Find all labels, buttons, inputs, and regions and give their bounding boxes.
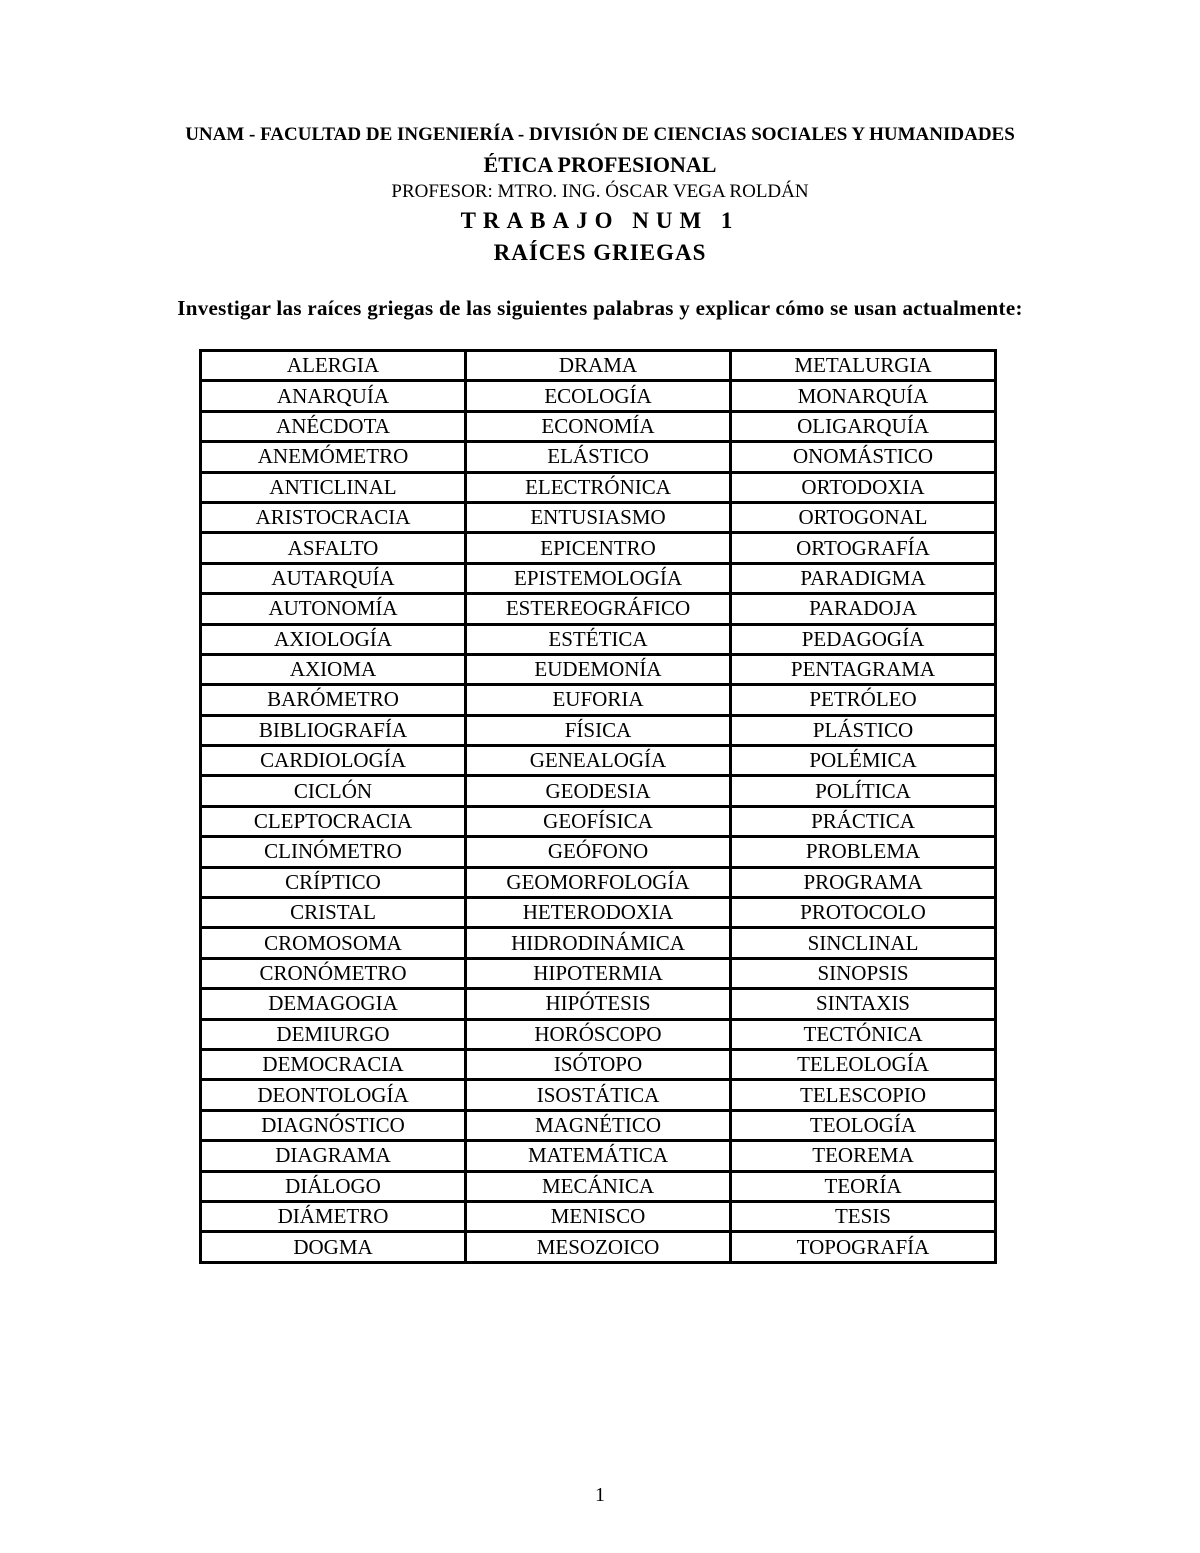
table-cell: HETERODOXIA	[466, 898, 731, 928]
table-cell: OLIGARQUÍA	[731, 411, 996, 441]
table-cell: ELECTRÓNICA	[466, 472, 731, 502]
table-cell: ONOMÁSTICO	[731, 442, 996, 472]
table-row	[201, 411, 996, 441]
table-row	[201, 715, 996, 745]
table-cell: BIBLIOGRAFÍA	[201, 715, 466, 745]
table-cell: ENTUSIASMO	[466, 502, 731, 532]
word-table-body	[201, 351, 996, 1263]
table-cell: ORTOGONAL	[731, 502, 996, 532]
table-row	[201, 563, 996, 593]
table-cell: EPICENTRO	[466, 533, 731, 563]
table-cell: DEONTOLOGÍA	[201, 1080, 466, 1110]
table-row	[201, 867, 996, 897]
table-row	[201, 989, 996, 1019]
table-cell: ELÁSTICO	[466, 442, 731, 472]
table-cell: ORTODOXIA	[731, 472, 996, 502]
table-row	[201, 1201, 996, 1231]
table-row	[201, 472, 996, 502]
table-cell: PROTOCOLO	[731, 898, 996, 928]
table-cell: EPISTEMOLOGÍA	[466, 563, 731, 593]
table-row	[201, 776, 996, 806]
table-cell: PETRÓLEO	[731, 685, 996, 715]
table-cell: HIPOTERMIA	[466, 958, 731, 988]
table-row	[201, 442, 996, 472]
table-cell: AUTARQUÍA	[201, 563, 466, 593]
table-cell: PROGRAMA	[731, 867, 996, 897]
table-cell: MONARQUÍA	[731, 381, 996, 411]
table-cell: DEMIURGO	[201, 1019, 466, 1049]
course-title: ÉTICA PROFESIONAL	[483, 152, 717, 177]
table-cell: DIÁLOGO	[201, 1171, 466, 1201]
table-cell: GEOMORFOLOGÍA	[466, 867, 731, 897]
table-cell: ESTÉTICA	[466, 624, 731, 654]
topic-title: RAÍCES GRIEGAS	[493, 240, 707, 265]
table-cell: GEÓFONO	[466, 837, 731, 867]
table-cell: DOGMA	[201, 1232, 466, 1262]
table-cell: DIÁMETRO	[201, 1201, 466, 1231]
table-cell: AXIOMA	[201, 654, 466, 684]
table-cell: HIPÓTESIS	[466, 989, 731, 1019]
table-row	[201, 1232, 996, 1262]
table-row	[201, 1049, 996, 1079]
table-cell: ARISTOCRACIA	[201, 502, 466, 532]
table-cell: GEOFÍSICA	[466, 806, 731, 836]
table-row	[201, 1080, 996, 1110]
table-cell: ANEMÓMETRO	[201, 442, 466, 472]
table-cell: DIAGRAMA	[201, 1141, 466, 1171]
table-cell: MATEMÁTICA	[466, 1141, 731, 1171]
table-cell: CICLÓN	[201, 776, 466, 806]
table-cell: CRONÓMETRO	[201, 958, 466, 988]
table-row	[201, 746, 996, 776]
table-row	[201, 928, 996, 958]
table-cell: PARADIGMA	[731, 563, 996, 593]
table-cell: PROBLEMA	[731, 837, 996, 867]
table-cell: GENEALOGÍA	[466, 746, 731, 776]
table-cell: TESIS	[731, 1201, 996, 1231]
table-cell: PLÁSTICO	[731, 715, 996, 745]
table-cell: AUTONOMÍA	[201, 594, 466, 624]
table-cell: ASFALTO	[201, 533, 466, 563]
table-cell: POLÉMICA	[731, 746, 996, 776]
table-cell: AXIOLOGÍA	[201, 624, 466, 654]
table-row	[201, 502, 996, 532]
professor-line: PROFESOR: MTRO. ING. ÓSCAR VEGA ROLDÁN	[391, 181, 809, 202]
table-cell: TELEOLOGÍA	[731, 1049, 996, 1079]
institution-heading: UNAM - FACULTAD DE INGENIERÍA - DIVISIÓN DE CIENCIAS SOCIALES Y HUMANIDADES	[185, 124, 1015, 145]
table-row	[201, 1110, 996, 1140]
table-row	[201, 1171, 996, 1201]
table-cell: HIDRODINÁMICA	[466, 928, 731, 958]
table-row	[201, 685, 996, 715]
table-cell: DEMAGOGIA	[201, 989, 466, 1019]
table-cell: GEODESIA	[466, 776, 731, 806]
table-cell: TEOLOGÍA	[731, 1110, 996, 1140]
table-cell: TEORÍA	[731, 1171, 996, 1201]
table-cell: HORÓSCOPO	[466, 1019, 731, 1049]
page-number: 1	[595, 1484, 605, 1506]
table-row	[201, 806, 996, 836]
table-cell: TECTÓNICA	[731, 1019, 996, 1049]
table-cell: MESOZOICO	[466, 1232, 731, 1262]
table-row	[201, 898, 996, 928]
table-cell: CARDIOLOGÍA	[201, 746, 466, 776]
table-cell: DRAMA	[466, 351, 731, 381]
table-cell: ECOLOGÍA	[466, 381, 731, 411]
table-row	[201, 624, 996, 654]
table-cell: ORTOGRAFÍA	[731, 533, 996, 563]
table-cell: SINOPSIS	[731, 958, 996, 988]
table-cell: ESTEREOGRÁFICO	[466, 594, 731, 624]
table-cell: ANARQUÍA	[201, 381, 466, 411]
table-row	[201, 1141, 996, 1171]
table-row	[201, 1019, 996, 1049]
table-row	[201, 381, 996, 411]
table-cell: METALURGIA	[731, 351, 996, 381]
table-cell: POLÍTICA	[731, 776, 996, 806]
table-row	[201, 958, 996, 988]
table-cell: DEMOCRACIA	[201, 1049, 466, 1079]
table-cell: CROMOSOMA	[201, 928, 466, 958]
table-cell: EUDEMONÍA	[466, 654, 731, 684]
table-cell: MAGNÉTICO	[466, 1110, 731, 1140]
assignment-title: TRABAJO NUM 1	[460, 208, 740, 233]
table-cell: PEDAGOGÍA	[731, 624, 996, 654]
table-row	[201, 594, 996, 624]
word-table	[199, 349, 997, 1264]
table-cell: CRÍPTICO	[201, 867, 466, 897]
table-cell: TEOREMA	[731, 1141, 996, 1171]
table-row	[201, 837, 996, 867]
table-row	[201, 654, 996, 684]
table-cell: ANTICLINAL	[201, 472, 466, 502]
instructions-text: Investigar las raíces griegas de las siguientes palabras y explicar cómo se usan actualmente:	[177, 296, 1023, 320]
table-cell: ECONOMÍA	[466, 411, 731, 441]
table-cell: CRISTAL	[201, 898, 466, 928]
table-cell: PENTAGRAMA	[731, 654, 996, 684]
table-cell: SINTAXIS	[731, 989, 996, 1019]
table-cell: PRÁCTICA	[731, 806, 996, 836]
table-cell: ISOSTÁTICA	[466, 1080, 731, 1110]
table-cell: EUFORIA	[466, 685, 731, 715]
table-cell: ALERGIA	[201, 351, 466, 381]
table-cell: SINCLINAL	[731, 928, 996, 958]
table-cell: FÍSICA	[466, 715, 731, 745]
table-cell: TOPOGRAFÍA	[731, 1232, 996, 1262]
table-cell: DIAGNÓSTICO	[201, 1110, 466, 1140]
table-cell: CLINÓMETRO	[201, 837, 466, 867]
table-row	[201, 533, 996, 563]
table-cell: ANÉCDOTA	[201, 411, 466, 441]
table-cell: PARADOJA	[731, 594, 996, 624]
table-cell: CLEPTOCRACIA	[201, 806, 466, 836]
table-cell: TELESCOPIO	[731, 1080, 996, 1110]
table-cell: ISÓTOPO	[466, 1049, 731, 1079]
table-cell: MECÁNICA	[466, 1171, 731, 1201]
table-cell: BARÓMETRO	[201, 685, 466, 715]
table-cell: MENISCO	[466, 1201, 731, 1231]
table-row	[201, 351, 996, 381]
